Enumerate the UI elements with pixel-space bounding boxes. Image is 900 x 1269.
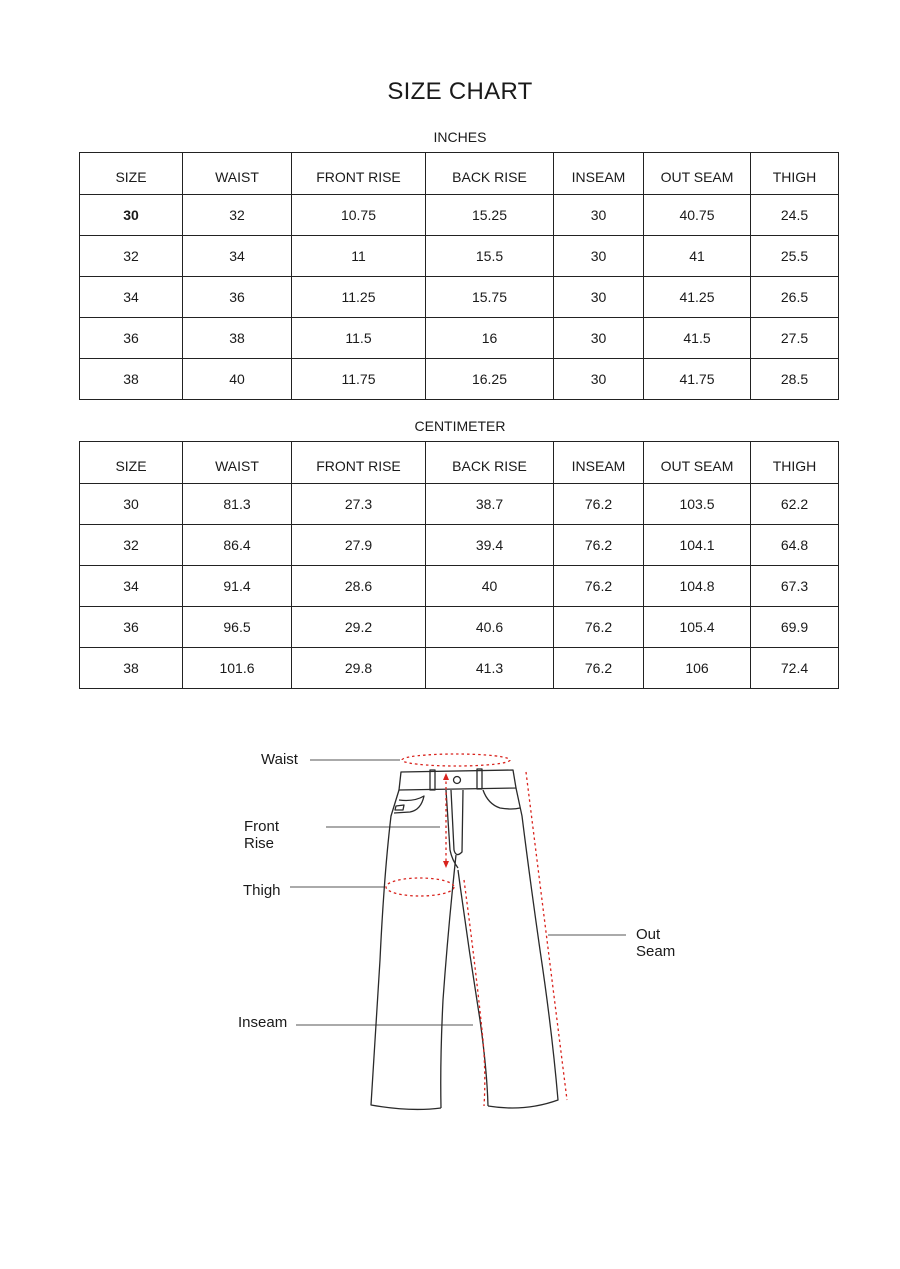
table-row — [80, 236, 839, 277]
table-cell: 40 — [183, 359, 292, 400]
inches-table — [79, 152, 839, 400]
table-cell: 15.75 — [426, 277, 554, 318]
inches-heading: INCHES — [433, 129, 487, 145]
table-cell: 32 — [183, 195, 292, 236]
inseam-guide — [464, 880, 485, 1106]
table-row — [80, 525, 839, 566]
table-row — [80, 648, 839, 689]
table-cell: 40 — [426, 566, 554, 607]
table-cell: 76.2 — [554, 525, 644, 566]
column-header: BACK RISE — [426, 442, 554, 484]
table-cell: 27.3 — [292, 484, 426, 525]
table-cell: 36 — [80, 607, 183, 648]
thigh-label: Thigh — [243, 882, 281, 899]
column-header: FRONT RISE — [292, 153, 426, 195]
table-cell: 91.4 — [183, 566, 292, 607]
table-cell: 10.75 — [292, 195, 426, 236]
table-row — [80, 318, 839, 359]
table-cell: 86.4 — [183, 525, 292, 566]
column-header: SIZE — [80, 153, 183, 195]
table-cell: 38 — [80, 359, 183, 400]
table-row — [80, 195, 839, 236]
centimeter-heading: CENTIMETER — [414, 418, 506, 434]
table-cell: 11.5 — [292, 318, 426, 359]
table-cell: 11.25 — [292, 277, 426, 318]
table-cell: 25.5 — [751, 236, 839, 277]
table-cell: 41.5 — [644, 318, 751, 359]
table-row — [80, 566, 839, 607]
measurement-guides — [386, 754, 567, 1106]
table-cell: 16 — [426, 318, 554, 359]
table-cell: 40.75 — [644, 195, 751, 236]
table-row — [80, 484, 839, 525]
table-cell: 30 — [80, 484, 183, 525]
waist-label: Waist — [261, 751, 298, 768]
table-cell: 67.3 — [751, 566, 839, 607]
table-cell: 32 — [80, 525, 183, 566]
table-cell: 41.75 — [644, 359, 751, 400]
column-header: OUT SEAM — [644, 153, 751, 195]
table-cell: 101.6 — [183, 648, 292, 689]
table-row — [80, 277, 839, 318]
column-header: FRONT RISE — [292, 442, 426, 484]
out-seam-label: Out Seam — [636, 926, 676, 960]
table-cell: 41 — [644, 236, 751, 277]
column-header: WAIST — [183, 442, 292, 484]
inches-header-row — [80, 153, 839, 195]
table-cell: 15.5 — [426, 236, 554, 277]
table-cell: 103.5 — [644, 484, 751, 525]
table-cell: 105.4 — [644, 607, 751, 648]
table-cell: 26.5 — [751, 277, 839, 318]
table-cell: 34 — [183, 236, 292, 277]
jeans-illustration — [0, 700, 900, 1140]
table-cell: 76.2 — [554, 484, 644, 525]
centimeter-header-row — [80, 442, 839, 484]
table-cell: 106 — [644, 648, 751, 689]
centimeter-table — [79, 441, 839, 689]
table-cell: 41.3 — [426, 648, 554, 689]
table-cell: 30 — [554, 195, 644, 236]
table-cell: 64.8 — [751, 525, 839, 566]
table-cell: 40.6 — [426, 607, 554, 648]
table-cell: 27.9 — [292, 525, 426, 566]
table-row — [80, 607, 839, 648]
table-cell: 24.5 — [751, 195, 839, 236]
table-cell: 76.2 — [554, 607, 644, 648]
column-header: THIGH — [751, 153, 839, 195]
jeans-outline — [371, 769, 558, 1109]
table-cell: 76.2 — [554, 648, 644, 689]
out-seam-guide — [526, 772, 567, 1100]
table-cell: 81.3 — [183, 484, 292, 525]
table-cell: 76.2 — [554, 566, 644, 607]
inseam-label: Inseam — [238, 1014, 288, 1031]
waist-guide — [402, 754, 510, 766]
front-rise-label: Front Rise — [244, 818, 280, 852]
table-cell: 34 — [80, 277, 183, 318]
table-cell: 15.25 — [426, 195, 554, 236]
column-header: INSEAM — [554, 442, 644, 484]
table-cell: 11.75 — [292, 359, 426, 400]
table-cell: 29.2 — [292, 607, 426, 648]
column-header: OUT SEAM — [644, 442, 751, 484]
column-header: SIZE — [80, 442, 183, 484]
table-cell: 72.4 — [751, 648, 839, 689]
table-cell: 16.25 — [426, 359, 554, 400]
table-cell: 62.2 — [751, 484, 839, 525]
table-cell: 28.6 — [292, 566, 426, 607]
table-cell: 34 — [80, 566, 183, 607]
table-cell: 27.5 — [751, 318, 839, 359]
table-cell: 38.7 — [426, 484, 554, 525]
column-header: INSEAM — [554, 153, 644, 195]
page-title: SIZE CHART — [387, 78, 533, 105]
table-cell: 38 — [183, 318, 292, 359]
table-cell: 32 — [80, 236, 183, 277]
column-header: WAIST — [183, 153, 292, 195]
table-cell: 29.8 — [292, 648, 426, 689]
table-cell: 41.25 — [644, 277, 751, 318]
table-cell: 30 — [554, 318, 644, 359]
table-cell: 69.9 — [751, 607, 839, 648]
table-cell: 30 — [554, 236, 644, 277]
table-cell: 96.5 — [183, 607, 292, 648]
table-cell: 11 — [292, 236, 426, 277]
table-cell: 38 — [80, 648, 183, 689]
table-cell: 28.5 — [751, 359, 839, 400]
column-header: BACK RISE — [426, 153, 554, 195]
table-cell: 30 — [80, 195, 183, 236]
table-cell: 36 — [80, 318, 183, 359]
column-header: THIGH — [751, 442, 839, 484]
table-cell: 36 — [183, 277, 292, 318]
table-cell: 30 — [554, 277, 644, 318]
table-cell: 39.4 — [426, 525, 554, 566]
table-cell: 104.8 — [644, 566, 751, 607]
table-row — [80, 359, 839, 400]
thigh-guide — [386, 878, 454, 896]
table-cell: 104.1 — [644, 525, 751, 566]
table-cell: 30 — [554, 359, 644, 400]
